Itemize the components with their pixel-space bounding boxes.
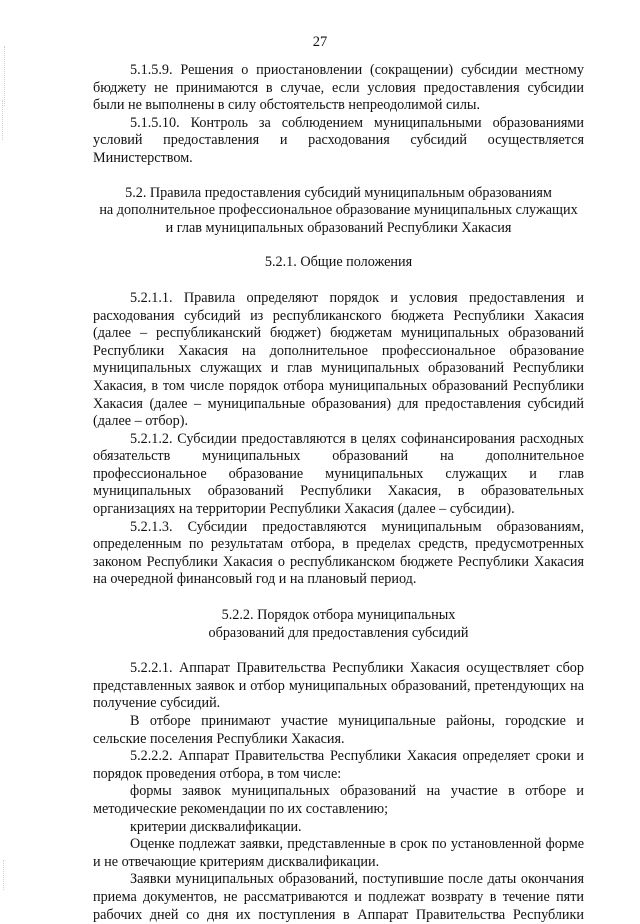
page-number: 27 bbox=[312, 34, 328, 50]
subsection-heading-line: образований для предоставления субсидий bbox=[208, 624, 469, 641]
section-heading-5-2 bbox=[93, 185, 584, 238]
subsection-heading-5-2-2 bbox=[93, 607, 584, 642]
paragraph-5-2-1-3: 5.2.1.3. Субсидии предоставляются муниципальным образованиям, определенным по результатам отбора, в пределах средств, предусмотренных законом Республики Хакасия о республиканском бюджете Республики Хакасия на очередной финансовый год и на плановый период. bbox=[93, 518, 584, 588]
page-content bbox=[93, 62, 584, 924]
paragraph-5-1-5-10: 5.1.5.10. Контроль за соблюдением муниципальными образованиями условий предоставления и расходования субсидий осуществляется Министерством. bbox=[93, 114, 584, 166]
section-heading-line: на дополнительное профессиональное образование муниципальных служащих bbox=[99, 202, 578, 219]
subsection-heading-line: 5.2.2. Порядок отбора муниципальных bbox=[221, 607, 456, 624]
paragraph-evaluation: Оценке подлежат заявки, представленные в срок по установленной форме и не отвечающие критериям дисквалификации. bbox=[93, 836, 584, 870]
scan-artifact bbox=[3, 860, 9, 890]
paragraph-5-2-1-1: 5.2.1.1. Правила определяют порядок и условия предоставления и расходования субсидий из республиканского бюджета Республики Хакасия (далее – республиканский бюджет) бюджетам муниципальных образований Республики Хакасия на дополнительное профессиональное образование муниципальных служащих и глав муниципальных образований Республики Хакасия, в том числе порядок отбора муниципальных образований Республики Хакасия (далее – муниципальные образования) для предоставления субсидий (далее – отбор). bbox=[93, 289, 584, 430]
paragraph-disqualification: критерии дисквалификации. bbox=[130, 818, 302, 835]
section-heading-line: 5.2. Правила предоставления субсидий муниципальным образованиям bbox=[125, 184, 552, 201]
paragraph-5-2-2-1: 5.2.2.1. Аппарат Правительства Республики Хакасия осуществляет сбор представленных заявок и отбор муниципальных образований, претендующих на получение субсидий. bbox=[93, 660, 584, 712]
paragraph-5-1-5-9: 5.1.5.9. Решения о приостановлении (сокращении) субсидии местному бюджету не принимаются в случае, если условия предоставления субсидии были не выполнены в силу обстоятельств непреодолимой силы. bbox=[93, 62, 584, 114]
paragraph-participants: В отборе принимают участие муниципальные районы, городские и сельские поселения Республики Хакасия. bbox=[93, 713, 584, 747]
subsection-heading-5-2-1: 5.2.1. Общие положения bbox=[264, 254, 413, 271]
paragraph-late-applications: Заявки муниципальных образований, поступившие после даты окончания приема документов, не рассматриваются и подлежат возврату в течение пяти рабочих дней со дня их поступления в Аппарат Правительства Республики bbox=[93, 871, 584, 923]
paragraph-5-2-2-2: 5.2.2.2. Аппарат Правительства Республики Хакасия определяет сроки и порядок проведения отбора, в том числе: bbox=[93, 748, 584, 782]
scan-artifact bbox=[2, 100, 8, 140]
section-heading-line: и глав муниципальных образований Республики Хакасия bbox=[165, 219, 512, 236]
scan-artifact bbox=[4, 46, 10, 106]
paragraph-5-2-1-2: 5.2.1.2. Субсидии предоставляются в целях софинансирования расходных обязательств муниципальных образований на дополнительное профессиональное образование муниципальных служащих и глав муниципальных образований Республики Хакасия, в образовательных организациях на территории Республики Хакасия (далее – субсидии). bbox=[93, 430, 584, 518]
paragraph-application-forms: формы заявок муниципальных образований на участие в отборе и методические рекомендации по их составлению; bbox=[93, 783, 584, 817]
